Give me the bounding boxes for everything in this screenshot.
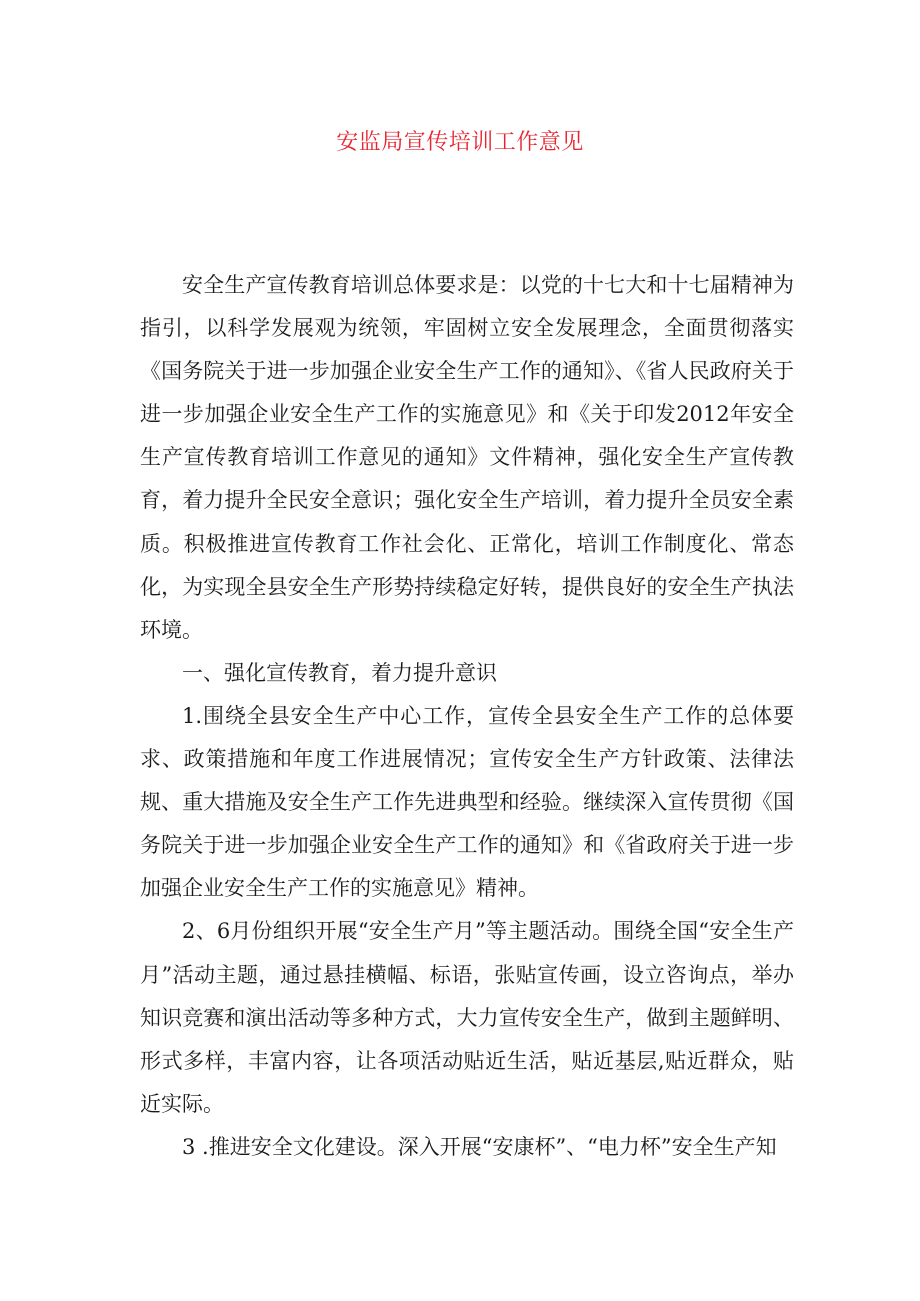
document-title: 安监局宣传培训工作意见 [336, 130, 584, 155]
paragraph-item-2: 2、6月份组织开展“安全生产月”等主题活动。围绕全国“安全生产月”活动主题，通过悬挂横幅、标语，张贴宣传画，设立咨询点，举办知识竞赛和演出活动等多种方式，大力宣传安全生产，做到主题鲜明、形式多样，丰富内容，让各项活动贴近生活，贴近基层,贴近群众，贴近实际。 [140, 919, 794, 1116]
document-body [140, 264, 794, 1169]
paragraph-item-3: 3 .推进安全文化建设。深入开展“安康杯”、“电力杯”安全生产知 [182, 1134, 777, 1159]
paragraph-general-requirements: 安全生产宣传教育培训总体要求是：以党的十七大和十七届精神为指引，以科学发展观为统领，牢固树立安全发展理念，全面贯彻落实《国务院关于进一步加强企业安全生产工作的通知》、《省人民政府关于进一步加强企业安全生产工作的实施意见》和《关于印发2012年安全生产宣传教育培训工作意见的通知》文件精神，强化安全生产宣传教育，着力提升全民安全意识；强化安全生产培训，着力提升全员安全素质。积极推进宣传教育工作社会化、正常化，培训工作制度化、常态化，为实现全县安全生产形势持续稳定好转，提供良好的安全生产执法环境。 [140, 273, 794, 642]
section-heading-1: 一、强化宣传教育，着力提升意识 [182, 660, 497, 685]
paragraph-item-1: 1.围绕全县安全生产中心工作，宣传全县安全生产工作的总体要求、政策措施和年度工作进展情况；宣传安全生产方针政策、法律法规、重大措施及安全生产工作先进典型和经验。继续深入宣传贯彻《国务院关于进一步加强企业安全生产工作的通知》和《省政府关于进一步加强企业安全生产工作的实施意见》精神。 [140, 703, 794, 901]
